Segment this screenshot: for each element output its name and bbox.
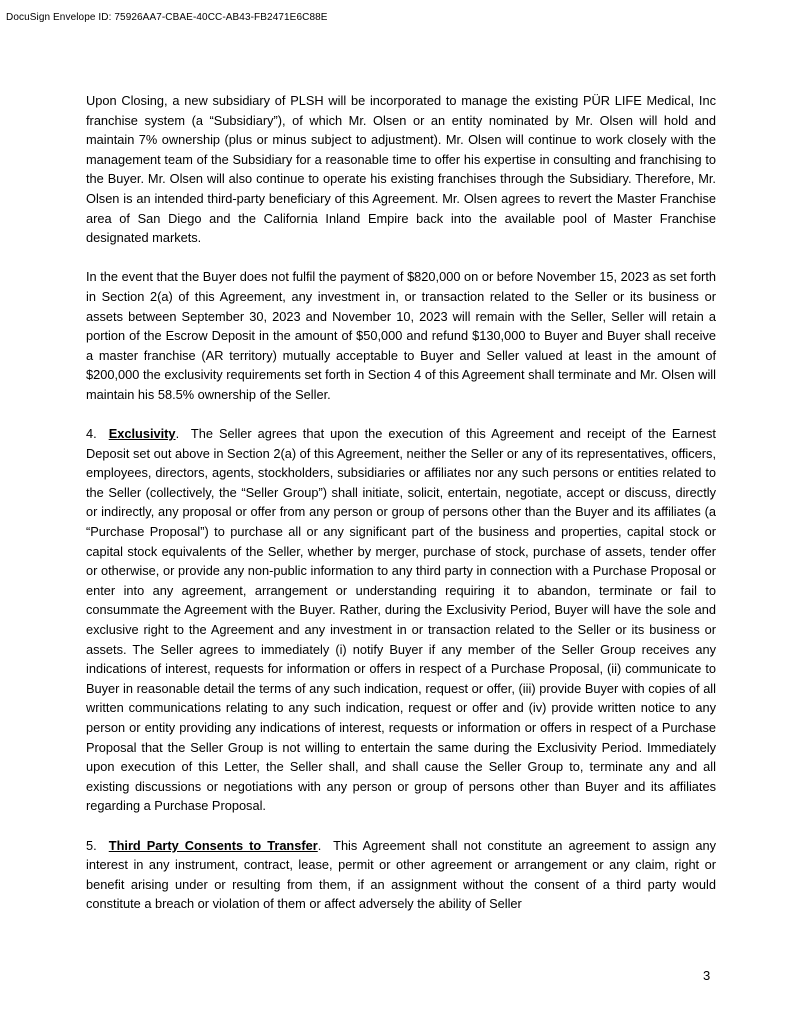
section-4-heading-punct: . <box>175 426 180 442</box>
paragraph-closing-subsidiary: Upon Closing, a new subsidiary of PLSH will be incorporated to manage the existing PÜR LIFE Medical, Inc franchise system (a “Subsidiary”), of which Mr. Olsen or an entity nominated by Mr. Olsen will hold and maintain 7% ownership (plus or minus subject to adjustment). Mr. Olsen will continue to work closely with the management team of the Subsidiary for a reasonable time to offer his expertise in consulting and franchising to the Buyer. Mr. Olsen will also continue to operate his existing franchises through the Subsidiary. Therefore, Mr. Olsen is an intended third-party beneficiary of this Agreement. Mr. Olsen agrees to revert the Master Franchise area of San Diego and the California Inland Empire back into the available pool of Master Franchise designated markets. <box>86 93 716 246</box>
section-4-exclusivity <box>86 424 716 816</box>
section-5-heading-punct: . <box>317 837 322 853</box>
section-4-text: The Seller agrees that upon the execution of this Agreement and receipt of the Earnest Deposit set out above in Section 2(a) of this Agreement, neither the Seller or any of its representatives, officers, employees, directors, agents, stockholders, subsidiaries or affiliates nor any such persons or entities related to the Seller (collectively, the “Seller Group”) shall initiate, solicit, entertain, negotiate, accept or discuss, directly or indirectly, any proposal or offer from any person or group of persons other than the Buyer and its affiliates (a “Purchase Proposal”) to purchase all or any significant part of the business and properties, capital stock or capital stock equivalents of the Seller, whether by merger, purchase of stock, purchase of assets, tender offer or otherwise, or provide any non-public information to any third party in connection with a Purchase Proposal or enter into any agreement, arrangement or understanding requiring it to abandon, terminate or fail to consummate the Agreement with the Buyer. Rather, during the Exclusivity Period, Buyer will have the sole and exclusive right to the Agreement and any investment in or transaction related to the Seller or its business or assets. The Seller agrees to immediately (i) notify Buyer if any member of the Seller Group receives any indications of interest, requests for information or offers in respect of a Purchase Proposal, (ii) communicate to Buyer in reasonable detail the terms of any such indication, request or offer, (iii) provide Buyer with copies of all written communications relating to any such indication, request or offer and (iv) provide written notice to any person or entity providing any indications of interest, requests or information or offers in respect of a Purchase Proposal that the Seller Group is not willing to entertain the same during the Exclusivity Period. Immediately upon execution of this Letter, the Seller shall, and shall cause the Seller Group to, terminate any and all existing discussions or negotiations with any person or group of persons other than Buyer and its affiliates regarding a Purchase Proposal. <box>86 426 716 814</box>
document-body <box>86 91 716 914</box>
section-5-heading: Third Party Consents to Transfer <box>108 837 318 853</box>
section-4-number: 4. <box>86 426 97 442</box>
section-4-heading: Exclusivity <box>108 426 176 442</box>
page-number: 3 <box>703 968 711 983</box>
section-5-third-party-consents <box>86 836 716 914</box>
section-5-text: This Agreement shall not constitute an agreement to assign any interest in any instrument, contract, lease, permit or other agreement or arrangement or any claim, right or benefit arising under or resulting from them, if an assignment without the consent of a third party would constitute a breach or violation of them or affect adversely the ability of Seller <box>86 837 716 912</box>
section-5-number: 5. <box>86 837 97 853</box>
docusign-envelope-id: DocuSign Envelope ID: 75926AA7-CBAE-40CC-AB43-FB2471E6C88E <box>6 12 328 23</box>
paragraph-payment-default: In the event that the Buyer does not fulfil the payment of $820,000 on or before November 15, 2023 as set forth in Section 2(a) of this Agreement, any investment in, or transaction related to the Seller or its business or assets between September 30, 2023 and November 10, 2023 will remain with the Seller, Seller will retain a portion of the Escrow Deposit in the amount of $50,000 and refund $130,000 to Buyer and Buyer shall receive a master franchise (AR territory) mutually acceptable to Buyer and Seller valued at least in the amount of $200,000 the exclusivity requirements set forth in Section 4 of this Agreement shall terminate and Mr. Olsen will maintain his 58.5% ownership of the Seller. <box>86 269 716 402</box>
